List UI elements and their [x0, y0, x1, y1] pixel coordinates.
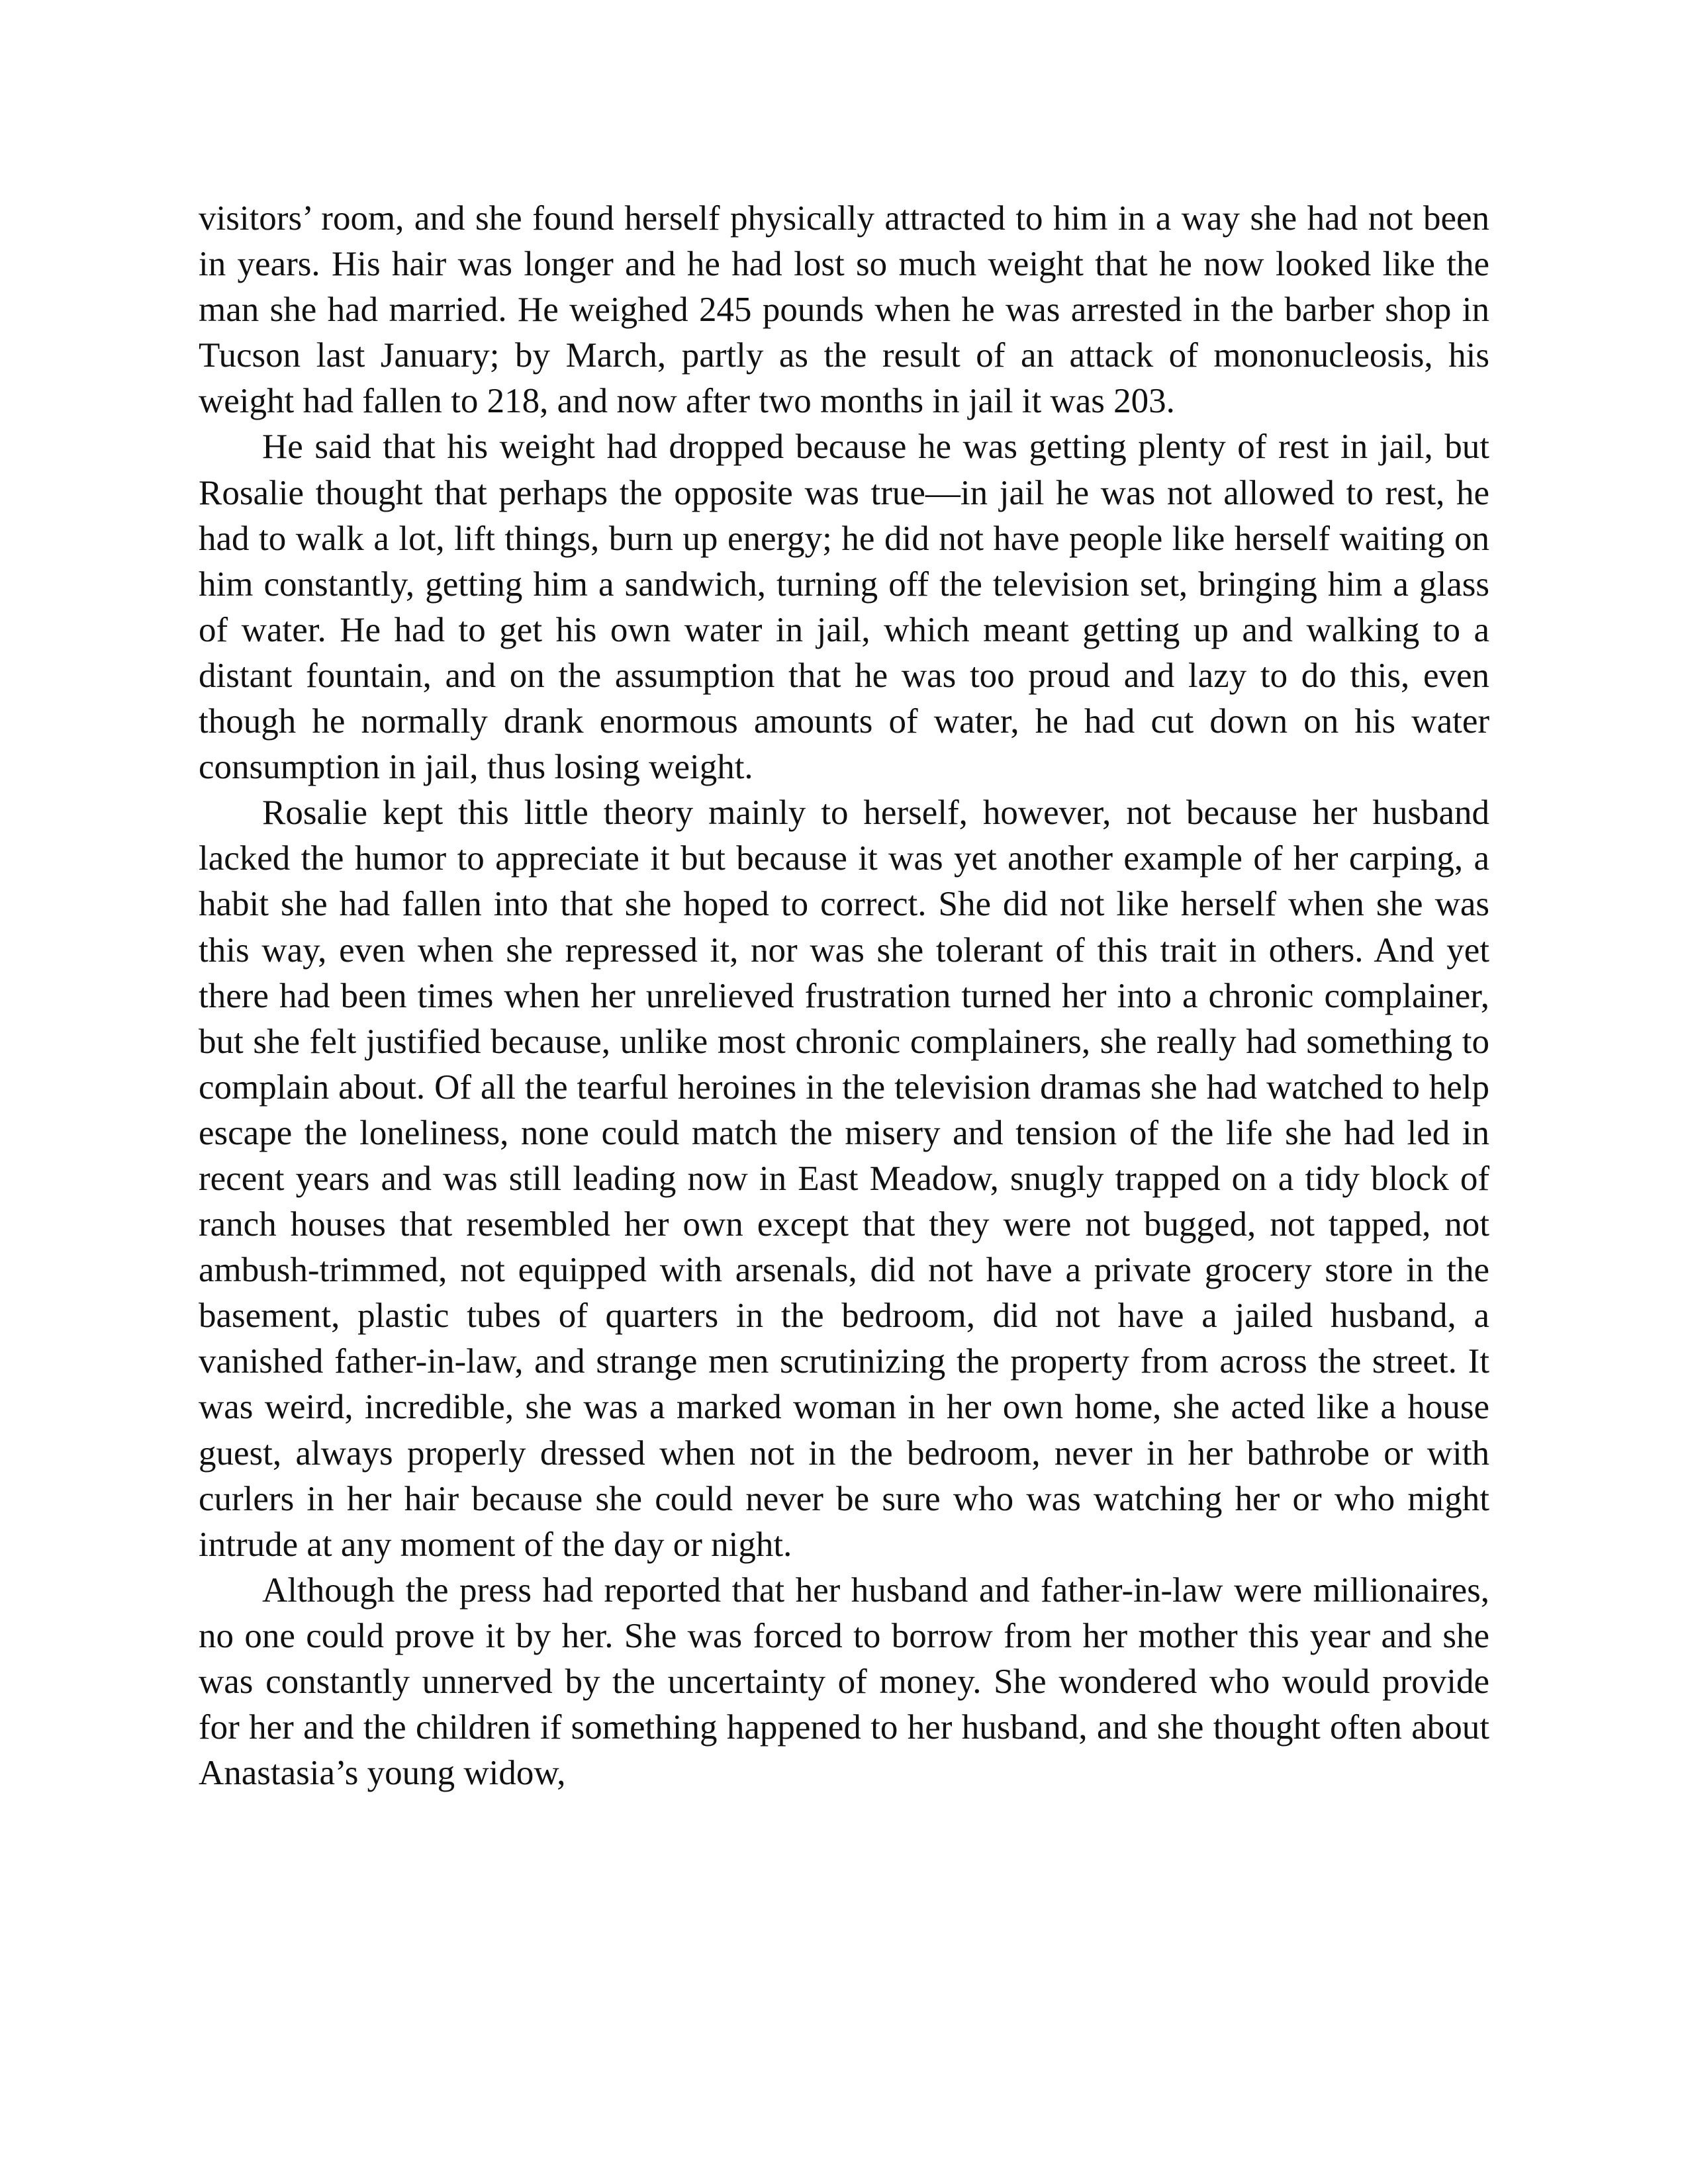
paragraph: He said that his weight had dropped because he was getting plenty of rest in jail, but Rosalie thought that perhaps the opposite was true—in jail he was not allowed to rest, he had to walk a lot, lift things, burn up energy; he did not have people like herself waiting on him constantly, getting him a sandwich, turning off the television set, bringing him a glass of water. He had to get his own water in jail, which meant getting up and walking to a distant fountain, and on the assumption that he was too proud and lazy to do this, even though he normally drank enormous amounts of water, he had cut down on his water consumption in jail, thus losing weight. — [199, 428, 1489, 787]
body-text — [199, 196, 1489, 1796]
paragraph: Rosalie kept this little theory mainly to herself, however, not because her husband lacked the humor to appreciate it but because it was yet another example of her carping, a habit she had fallen into that she hoped to correct. She did not like herself when she was this way, even when she repressed it, nor was she tolerant of this trait in others. And yet there had been times when her unrelieved frustration turned her into a chronic complainer, but she felt justified because, unlike most chronic complainers, she really had something to complain about. Of all the tearful heroines in the television dramas she had watched to help escape the loneliness, none could match the misery and tension of the life she had led in recent years and was still leading now in East Meadow, snugly trapped on a tidy block of ranch houses that resembled her own except that they were not bugged, not tapped, not ambush-trimmed, not equipped with arsenals, did not have a private grocery store in the basement, plastic tubes of quarters in the bedroom, did not have a jailed husband, a vanished father-in-law, and strange men scrutinizing the property from across the street. It was weird, incredible, she was a marked woman in her own home, she acted like a house guest, always properly dressed when not in the bedroom, never in her bathrobe or with curlers in her hair because she could never be sure who was watching her or who might intrude at any moment of the day or night. — [199, 794, 1489, 1564]
paragraph: Although the press had reported that her husband and father-in-law were millionaires, no one could prove it by her. She was forced to borrow from her mother this year and she was constantly unnerved by the uncertainty of money. She wondered who would provide for her and the children if something happened to her husband, and she thought often about Anastasia’s young widow, — [199, 1570, 1489, 1793]
paragraph-continuation: visitors’ room, and she found herself physically attracted to him in a way she had not been in years. His hair was longer and he had lost so much weight that he now looked like the man she had married. He weighed 245 pounds when he was arrested in the barber shop in Tucson last January; by March, partly as the result of an attack of mononucleosis, his weight had fallen to 218, and now after two months in jail it was 203. — [199, 199, 1489, 421]
